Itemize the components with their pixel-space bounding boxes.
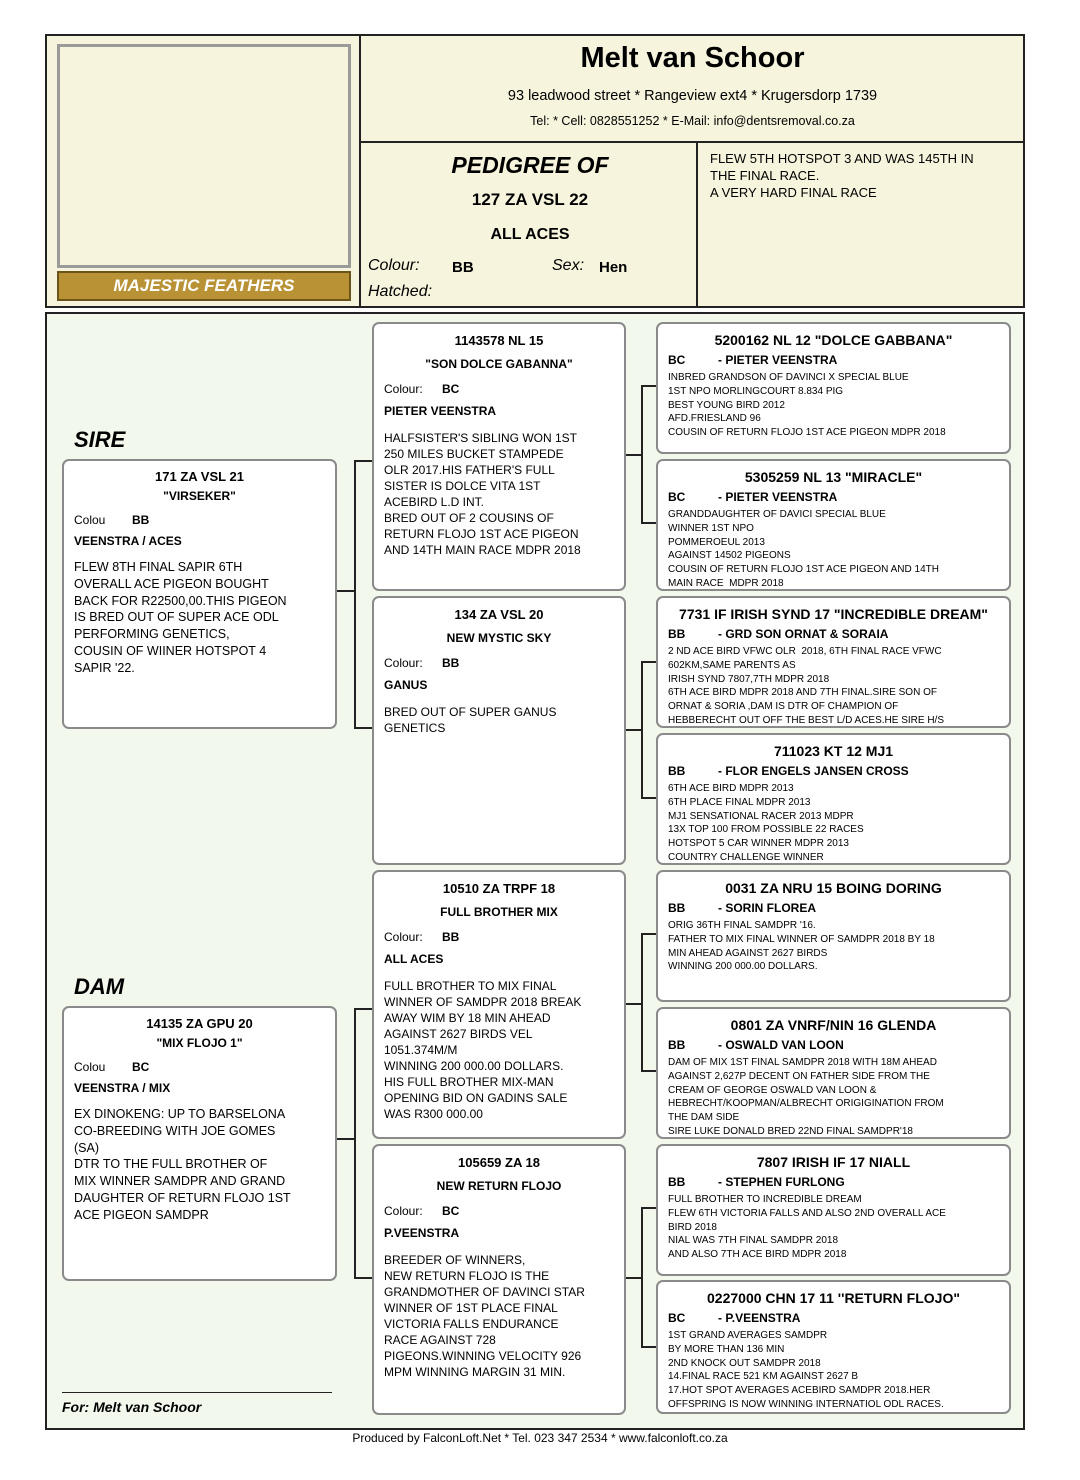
connector-line	[354, 1008, 372, 1010]
sire-label: SIRE	[74, 427, 126, 452]
sire-card	[62, 459, 337, 729]
great-grandparent-card	[656, 1280, 1011, 1414]
great-grandparent-colour: BC	[668, 490, 686, 504]
great-grandparent-title: 7807 IRISH IF 17 NIALL	[756, 1154, 911, 1170]
connector-line	[354, 1277, 372, 1279]
pigeon-photo-frame	[57, 44, 351, 268]
grandparent-ring: 10510 ZA TRPF 18	[442, 881, 556, 896]
colour-value: BB	[452, 259, 474, 276]
dam-ring: 14135 ZA GPU 20	[146, 1016, 253, 1031]
great-grandparent-colour-row	[668, 353, 1009, 367]
great-grandparent-card	[656, 1144, 1011, 1276]
great-grandparent-colour-row	[668, 1038, 1009, 1052]
grandparent-colour-row	[384, 656, 624, 670]
grandparent-colour: BB	[442, 656, 460, 670]
connector-line	[641, 522, 656, 524]
great-grandparent-notes: 2 ND ACE BIRD VFWC OLR 2018, 6TH FINAL RACE VFWC 602KM,SAME PARENTS AS IRISH SYND 7807,7TH MDPR 2018 6TH ACE BIRD MDPR 2018 AND 7TH FINAL.SIRE SON OF ORNAT & SORIA ,DAM IS DTR OF CHAMPION OF HEBBERECHT OUT OFF THE BEST L/D ACES.HE SIRE H/S	[668, 646, 944, 726]
great-grandparent-breeder: - PIETER VEENSTRA	[718, 353, 838, 367]
great-grandparent-breeder: - FLOR ENGELS JANSEN CROSS	[718, 764, 909, 778]
grandparent-name: "SON DOLCE GABANNA"	[425, 357, 573, 371]
connector-line	[641, 661, 656, 663]
great-grandparent-notes: INBRED GRANDSON OF DAVINCI X SPECIAL BLUE 1ST NPO MORLINGCOURT 8.834 PIG BEST YOUNG BIRD 2012 AFD.FRIESLAND 96 COUSIN OF RETURN FLOJO 1ST ACE PIGEON MDPR 2018	[668, 372, 946, 439]
owner-contact: Tel: * Cell: 0828551252 * E-Mail: info@dentsremoval.co.za	[530, 114, 855, 128]
connector-line	[626, 1003, 642, 1005]
grandparent-colour: BC	[442, 382, 460, 396]
connector-line	[641, 1207, 643, 1347]
owner-address: 93 leadwood street * Rangeview ext4 * Krugersdorp 1739	[507, 88, 878, 104]
great-grandparent-colour-row	[668, 1175, 1009, 1189]
connector-line	[641, 1346, 656, 1348]
dam-label: DAM	[74, 974, 125, 999]
colour-label: Colour:	[368, 257, 420, 274]
pedigree-of-title: PEDIGREE OF	[451, 152, 609, 178]
grandparent-colour: BC	[442, 1204, 460, 1218]
sire-ring: 171 ZA VSL 21	[155, 469, 244, 484]
pigeon-notes: FLEW 5TH HOTSPOT 3 AND WAS 145TH IN THE FINAL RACE. A VERY HARD FINAL RACE	[710, 151, 974, 200]
connector-line	[641, 797, 656, 799]
great-grandparent-breeder: - SORIN FLOREA	[718, 901, 816, 915]
grandparent-breeder: GANUS	[384, 678, 428, 692]
producer-credit: Produced by FalconLoft.Net * Tel. 023 347 2534 * www.falconloft.co.za	[352, 1431, 728, 1445]
connector-line	[641, 1070, 656, 1072]
connector-line	[337, 1138, 355, 1140]
connector-line	[626, 1277, 642, 1279]
great-grandparent-title: 5200162 NL 12 "DOLCE GABBANA"	[714, 332, 953, 348]
great-grandparent-card	[656, 870, 1011, 1002]
connector-line	[626, 729, 642, 731]
colour-label: Colour:	[384, 656, 423, 670]
great-grandparent-title: 0031 ZA NRU 15 BOING DORING	[725, 880, 942, 896]
great-grandparent-notes: 6TH ACE BIRD MDPR 2013 6TH PLACE FINAL MDPR 2013 MJ1 SENSATIONAL RACER 2013 MDPR 13X TOP 100 FROM POSSIBLE 22 RACES HOTSPOT 5 CAR WINNER MDPR 2013 COUNTRY CHALLENGE WINNER	[668, 783, 864, 863]
great-grandparent-breeder: - GRD SON ORNAT & SORAIA	[718, 627, 889, 641]
connector-line	[354, 460, 356, 728]
grandparent-ring: 105659 ZA 18	[458, 1155, 540, 1170]
dam-breeder: VEENSTRA / MIX	[74, 1081, 171, 1095]
grandparent-card	[372, 1144, 626, 1415]
colour-label: Colour:	[384, 1204, 423, 1218]
great-grandparent-colour-row	[668, 901, 1009, 915]
prepared-for: For: Melt van Schoor	[62, 1399, 202, 1415]
great-grandparent-breeder: - OSWALD VAN LOON	[718, 1038, 844, 1052]
signature-line	[62, 1392, 332, 1393]
great-grandparent-colour: BC	[668, 1311, 686, 1325]
grandparent-colour-row	[384, 1204, 624, 1218]
great-grandparent-title: 5305259 NL 13 "MIRACLE"	[744, 469, 923, 485]
connector-line	[354, 727, 372, 729]
connector-line	[354, 460, 372, 462]
great-grandparent-card	[656, 1007, 1011, 1139]
grandparent-breeder: P.VEENSTRA	[384, 1226, 460, 1240]
sex-label: Sex:	[552, 257, 585, 274]
great-grandparent-notes: DAM OF MIX 1ST FINAL SAMDPR 2018 WITH 18M AHEAD AGAINST 2,627P DECENT ON FATHER SIDE FROM THE CREAM OF GEORGE OSWALD VAN LOON & HEBRECHT/KOOPMAN/ALBRECHT ORIGIGINATION FROM THE DAM SIDE SIRE LUKE DONALD BRED 22ND FINAL SAMDPR'18	[668, 1057, 944, 1137]
grandparent-breeder: ALL ACES	[384, 952, 444, 966]
header-divider-horizontal	[359, 141, 1025, 143]
colour-label: Colou	[74, 513, 106, 527]
grandparent-card	[372, 322, 626, 591]
connector-line	[641, 933, 656, 935]
great-grandparent-notes: 1ST GRAND AVERAGES SAMDPR BY MORE THAN 136 MIN 2ND KNOCK OUT SAMDPR 2018 14.FINAL RACE 521 KM AGAINST 2627 B 17.HOT SPOT AVERAGES ACEBIRD SAMDPR 2018.HER OFFSPRING IS NOW WINNING INTERNATIOL ODL RACES.	[668, 1330, 944, 1410]
dam-card	[62, 1006, 337, 1281]
grandparent-card	[372, 870, 626, 1139]
dam-name: "MIX FLOJO 1"	[156, 1036, 243, 1050]
great-grandparent-colour: BC	[668, 353, 686, 367]
grandparent-name: NEW MYSTIC SKY	[446, 631, 552, 645]
great-grandparent-colour-row	[668, 1311, 1009, 1325]
grandparent-ring: 1143578 NL 15	[454, 333, 544, 348]
owner-name: Melt van Schoor	[580, 42, 805, 74]
grandparent-name: NEW RETURN FLOJO	[436, 1179, 562, 1193]
sire-breeder: VEENSTRA / ACES	[74, 534, 182, 548]
great-grandparent-colour: BB	[668, 1038, 686, 1052]
grandparent-ring: 134 ZA VSL 20	[454, 607, 544, 622]
connector-line	[641, 385, 656, 387]
great-grandparent-colour: BB	[668, 1175, 686, 1189]
great-grandparent-breeder: - P.VEENSTRA	[718, 1311, 801, 1325]
great-grandparent-colour-row	[668, 627, 1009, 641]
great-grandparent-card	[656, 733, 1011, 865]
grandparent-colour-row	[384, 382, 624, 396]
grandparent-notes: BREEDER OF WINNERS, NEW RETURN FLOJO IS THE GRANDMOTHER OF DAVINCI STAR WINNER OF 1ST PLACE FINAL VICTORIA FALLS ENDURANCE RACE AGAINST 728 PIGEONS.WINNING VELOCITY 926 MPM WINNING MARGIN 31 MIN.	[384, 1253, 585, 1379]
connector-line	[354, 1008, 356, 1278]
colour-label: Colour:	[384, 382, 423, 396]
dam-notes: EX DINOKENG: UP TO BARSELONA CO-BREEDING WITH JOE GOMES (SA) DTR TO THE FULL BROTHER OF MIX WINNER SAMDPR AND GRAND DAUGHTER OF RETURN FLOJO 1ST ACE PIGEON SAMDPR	[74, 1107, 291, 1222]
great-grandparent-card	[656, 459, 1011, 591]
great-grandparent-colour-row	[668, 764, 1009, 778]
great-grandparent-title: 0227000 CHN 17 11 ''RETURN FLOJO"	[707, 1290, 960, 1306]
great-grandparent-notes: FULL BROTHER TO INCREDIBLE DREAM FLEW 6TH VICTORIA FALLS AND ALSO 2ND OVERALL ACE BIRD 2018 NIAL WAS 7TH FINAL SAMDPR 2018 AND ALSO 7TH ACE BIRD MDPR 2018	[668, 1194, 946, 1261]
great-grandparent-notes: GRANDDAUGHTER OF DAVICI SPECIAL BLUE WINNER 1ST NPO POMMEROEUL 2013 AGAINST 14502 PIGEONS COUSIN OF RETURN FLOJO 1ST ACE PIGEON AND 14TH MAIN RACE MDPR 2018	[668, 509, 939, 589]
sire-notes: FLEW 8TH FINAL SAPIR 6TH OVERALL ACE PIGEON BOUGHT BACK FOR R22500,00.THIS PIGEON IS BRED OUT OF SUPER ACE ODL PERFORMING GENETICS, COUSIN OF WIINER HOTSPOT 4 SAPIR '22.	[74, 560, 287, 675]
great-grandparent-breeder: - STEPHEN FURLONG	[718, 1175, 845, 1189]
grandparent-breeder: PIETER VEENSTRA	[384, 404, 497, 418]
dam-colour: BC	[132, 1060, 150, 1074]
great-grandparent-colour: BB	[668, 901, 686, 915]
connector-line	[641, 385, 643, 523]
grandparent-notes: HALFSISTER'S SIBLING WON 1ST 250 MILES BUCKET STAMPEDE OLR 2017.HIS FATHER'S FULL SISTER IS DOLCE VITA 1ST ACEBIRD L.D INT. BRED OUT OF 2 COUSINS OF RETURN FLOJO 1ST ACE PIGEON AND 14TH MAIN RACE MDPR 2018	[384, 431, 581, 557]
colour-label: Colour:	[384, 930, 423, 944]
sire-colour-row	[74, 513, 335, 527]
grandparent-colour-row	[384, 930, 624, 944]
grandparent-notes: FULL BROTHER TO MIX FINAL WINNER OF SAMDPR 2018 BREAK AWAY WIM BY 18 MIN AHEAD AGAINST 2627 BIRDS VEL 1051.374M/M WINNING 200 000.00 DOLLARS. HIS FULL BROTHER MIX-MAN OPENING BID ON GADINS SALE WAS R300 000.00	[384, 979, 582, 1121]
pigeon-ring-number: 127 ZA VSL 22	[471, 190, 589, 209]
great-grandparent-colour-row	[668, 490, 1009, 504]
grandparent-colour: BB	[442, 930, 460, 944]
grandparent-notes: BRED OUT OF SUPER GANUS GENETICS	[384, 705, 557, 735]
loft-name-banner: MAJESTIC FEATHERS	[57, 271, 351, 301]
great-grandparent-title: 0801 ZA VNRF/NIN 16 GLENDA	[730, 1017, 937, 1033]
great-grandparent-colour: BB	[668, 627, 686, 641]
sex-value: Hen	[599, 259, 628, 276]
connector-line	[641, 661, 643, 799]
sire-name: "VIRSEKER"	[163, 489, 236, 503]
connector-line	[337, 590, 355, 592]
great-grandparent-title: 711023 KT 12 MJ1	[773, 743, 894, 759]
connector-line	[641, 933, 643, 1071]
connector-line	[641, 1207, 656, 1209]
grandparent-card	[372, 596, 626, 865]
great-grandparent-card	[656, 596, 1011, 728]
great-grandparent-card	[656, 322, 1011, 454]
sire-colour: BB	[132, 513, 150, 527]
pigeon-name: ALL ACES	[490, 226, 570, 243]
colour-label: Colou	[74, 1060, 106, 1074]
great-grandparent-breeder: - PIETER VEENSTRA	[718, 490, 838, 504]
great-grandparent-colour: BB	[668, 764, 686, 778]
great-grandparent-notes: ORIG 36TH FINAL SAMDPR '16. FATHER TO MIX FINAL WINNER OF SAMDPR 2018 BY 18 MIN AHEAD AGAINST 2627 BIRDS WINNING 200 000.00 DOLLARS.	[668, 920, 935, 973]
great-grandparent-title: 7731 IF IRISH SYND 17 "INCREDIBLE DREAM"	[679, 606, 988, 622]
dam-colour-row	[74, 1060, 335, 1074]
grandparent-name: FULL BROTHER MIX	[440, 905, 558, 919]
hatched-label: Hatched:	[368, 283, 433, 300]
connector-line	[626, 454, 642, 456]
